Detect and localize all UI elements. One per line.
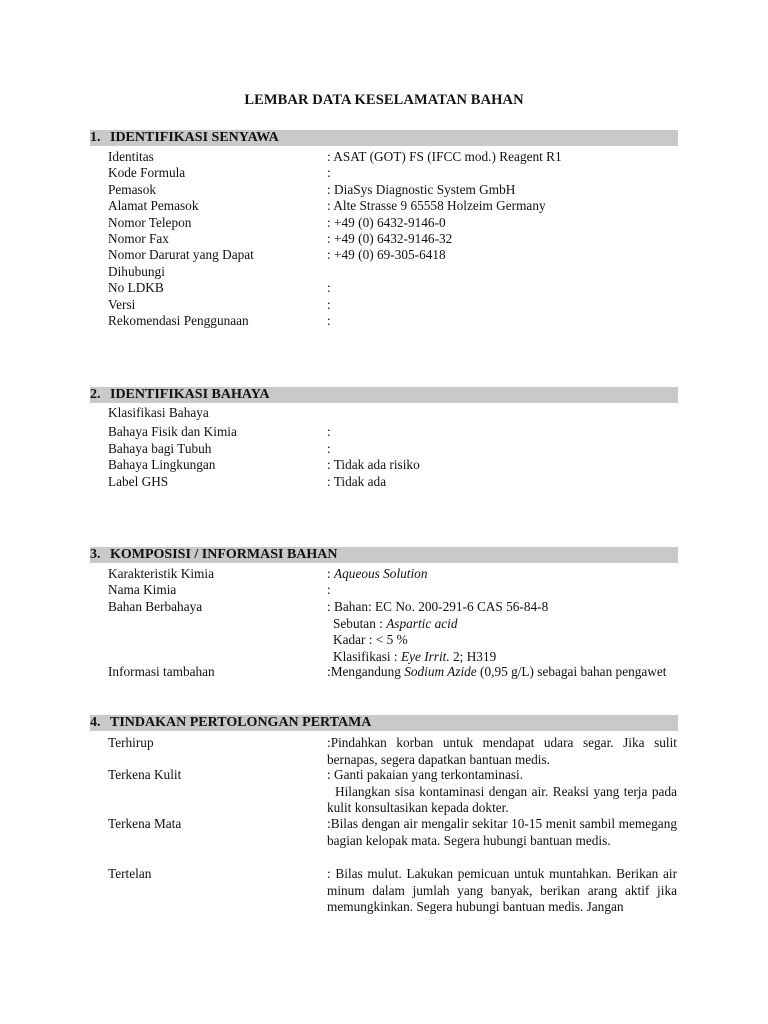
sebutan-prefix: Sebutan : — [333, 615, 387, 631]
field-value: : DiaSys Diagnostic System GmbH — [327, 181, 516, 197]
bahan-line-1: : Bahan: EC No. 200-291-6 CAS 56-84-8 — [327, 599, 549, 614]
karakteristik-kimia-value — [327, 566, 677, 583]
section-3-header — [90, 547, 678, 563]
field-label: Nomor Darurat yang Dapat — [108, 247, 254, 263]
field-label: Alamat Pemasok — [108, 198, 199, 214]
section-3-number: 3. — [90, 547, 101, 562]
informasi-before: :Mengandung — [327, 664, 405, 679]
kulit-line-1: : Ganti pakaian yang terkontaminasi. — [327, 767, 524, 782]
field-label: Label GHS — [108, 473, 169, 489]
karakteristik-italic: Aqueous Solution — [334, 566, 428, 581]
nama-kimia-value: : — [327, 582, 331, 597]
section-4-header — [90, 715, 678, 731]
terkena-kulit-value — [327, 767, 677, 817]
field-label: Bahaya bagi Tubuh — [108, 440, 212, 456]
field-label: Nomor Fax — [108, 231, 169, 246]
field-value: : — [327, 296, 331, 312]
informasi-tambahan-value — [327, 664, 677, 681]
field-value: : +49 (0) 6432-9146-0 — [327, 214, 446, 230]
bahan-berbahaya-label: Bahan Berbahaya — [108, 599, 203, 614]
karakteristik-prefix: : — [327, 566, 335, 581]
terhirup-value: :Pindahkan korban untuk mendapat udara segar. Jika sulit bernapas, segera dapatkan bantuan medis. — [327, 735, 677, 767]
bahan-kadar: Kadar : < 5 % — [333, 632, 408, 647]
section-2-subheading: Klasifikasi Bahaya — [108, 405, 209, 420]
informasi-italic: Sodium Azide — [404, 664, 477, 679]
tertelan-value: : Bilas mulut. Lakukan pemicuan untuk muntahkan. Berikan air minum dalam jumlah yang banyak, berikan arang aktif jika memungkinkan. Segera hubungi bantuan medis. Jangan — [327, 866, 677, 914]
informasi-tambahan-label: Informasi tambahan — [108, 664, 215, 679]
section-4-title: TINDAKAN PERTOLONGAN PERTAMA — [110, 715, 372, 730]
bahan-klasifikasi — [327, 649, 677, 666]
nama-kimia-label: Nama Kimia — [108, 582, 177, 597]
terkena-kulit-label: Terkena Kulit — [108, 767, 182, 782]
field-value: : — [327, 165, 331, 181]
field-label: Kode Formula — [108, 165, 186, 181]
field-label: Identitas — [108, 149, 154, 164]
field-label: Dihubungi — [108, 263, 165, 279]
karakteristik-kimia-label: Karakteristik Kimia — [108, 566, 214, 581]
field-label: Bahaya Fisik dan Kimia — [108, 424, 237, 439]
section-2-title: IDENTIFIKASI BAHAYA — [110, 387, 270, 402]
field-value: : Tidak ada — [327, 473, 387, 489]
tertelan-label: Tertelan — [108, 866, 152, 881]
section-1-number: 1. — [90, 130, 101, 145]
field-label: No LDKB — [108, 280, 164, 296]
klasifikasi-prefix: Klasifikasi : — [333, 648, 401, 664]
section-1-title: IDENTIFIKASI SENYAWA — [110, 130, 279, 145]
field-label: Bahaya Lingkungan — [108, 457, 216, 472]
klasifikasi-italic: Eye Irrit. — [400, 648, 450, 664]
terkena-mata-label: Terkena Mata — [108, 816, 182, 831]
field-value: : Alte Strasse 9 65558 Holzeim Germany — [327, 198, 546, 214]
terkena-mata-value: :Bilas dengan air mengalir sekitar 10-15 menit sambil memegang bagian kelopak mata. Segera hubungi bantuan medis. — [327, 816, 677, 848]
field-value: : +49 (0) 6432-9146-32 — [327, 231, 453, 246]
section-4-number: 4. — [90, 715, 101, 730]
section-3-title: KOMPOSISI / INFORMASI BAHAN — [110, 547, 338, 562]
kulit-line-2: Hilangkan sisa kontaminasi dengan air. Reaksi yang terja pada kulit konsultasikan kepada dokter. — [327, 783, 677, 815]
section-2-number: 2. — [90, 387, 101, 402]
document-title: LEMBAR DATA KESELAMATAN BAHAN — [244, 92, 524, 108]
field-label: Nomor Telepon — [108, 214, 192, 230]
bahan-berbahaya-value — [327, 599, 677, 665]
field-value: : Tidak ada risiko — [327, 457, 420, 472]
bahan-sebutan — [327, 616, 677, 633]
field-value: : — [327, 313, 331, 328]
terhirup-label: Terhirup — [108, 735, 154, 750]
field-label: Pemasok — [108, 181, 157, 197]
field-value: : +49 (0) 69-305-6418 — [327, 247, 446, 263]
field-label: Versi — [108, 296, 136, 312]
field-value: : ASAT (GOT) FS (IFCC mod.) Reagent R1 — [327, 149, 562, 164]
informasi-after: (0,95 g/L) sebagai bahan pengawet — [476, 664, 667, 679]
field-value: : — [327, 280, 331, 296]
klasifikasi-suffix: 2; H319 — [449, 648, 497, 664]
field-label: Rekomendasi Penggunaan — [108, 313, 249, 328]
field-value: : — [327, 440, 331, 456]
sebutan-value: Aspartic acid — [386, 615, 458, 631]
field-value: : — [327, 424, 331, 439]
section-1-header — [90, 130, 678, 146]
section-2-header — [90, 387, 678, 403]
